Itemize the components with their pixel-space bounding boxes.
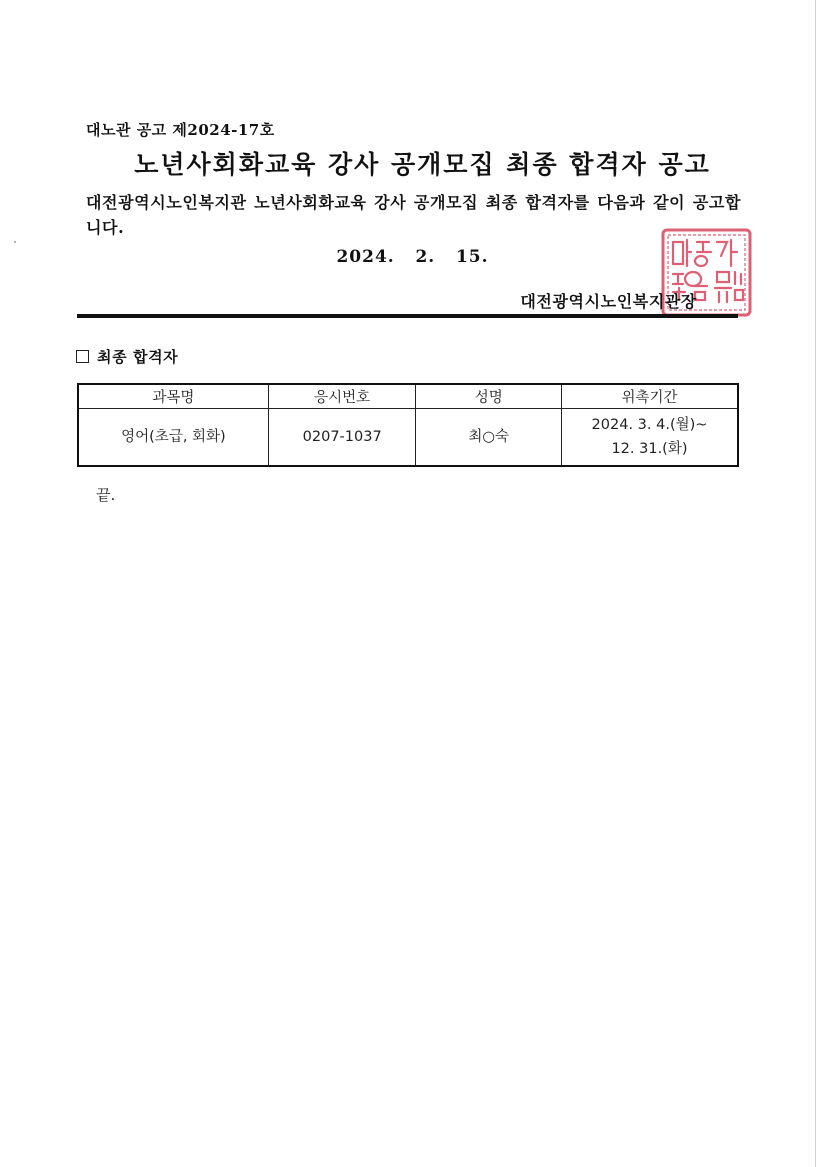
document-title <box>0 145 825 181</box>
header-subject: 과목명 <box>78 384 268 409</box>
cell-period <box>561 409 738 467</box>
table-header-row <box>78 384 738 409</box>
cell-subject: 영어(초급, 회화) <box>78 409 268 467</box>
header-divider <box>77 314 738 318</box>
header-period: 위촉기간 <box>561 384 738 409</box>
section-heading <box>76 346 178 367</box>
header-exam-number: 응시번호 <box>268 384 416 409</box>
cell-exam-number: 0207-1037 <box>268 409 416 467</box>
scan-speck <box>14 241 16 243</box>
announcement-date: 2024. 2. 15. <box>336 247 489 267</box>
end-mark: 끝. <box>96 486 116 504</box>
finalists-table <box>77 383 739 467</box>
document-title-text: 노년사회화교육 강사 공개모집 최종 합격자 공고 <box>134 150 711 179</box>
header-name: 성명 <box>416 384 562 409</box>
notice-number: 대노관 공고 제2024-17호 <box>86 121 275 139</box>
cell-name: 최○숙 <box>416 409 562 467</box>
body-paragraph: 대전광역시노인복지관 노년사회화교육 강사 공개모집 최종 합격자를 다음과 같이 공고합니다. <box>86 193 741 237</box>
table-row <box>78 409 738 467</box>
section-heading-text: 최종 합격자 <box>97 348 179 366</box>
checkbox-square-icon <box>76 350 89 363</box>
period-end: 12. 31.(화) <box>611 441 688 457</box>
issuer-name: 대전광역시노인복지관장 <box>520 292 697 311</box>
period-start: 2024. 3. 4.(월)~ <box>591 417 708 433</box>
